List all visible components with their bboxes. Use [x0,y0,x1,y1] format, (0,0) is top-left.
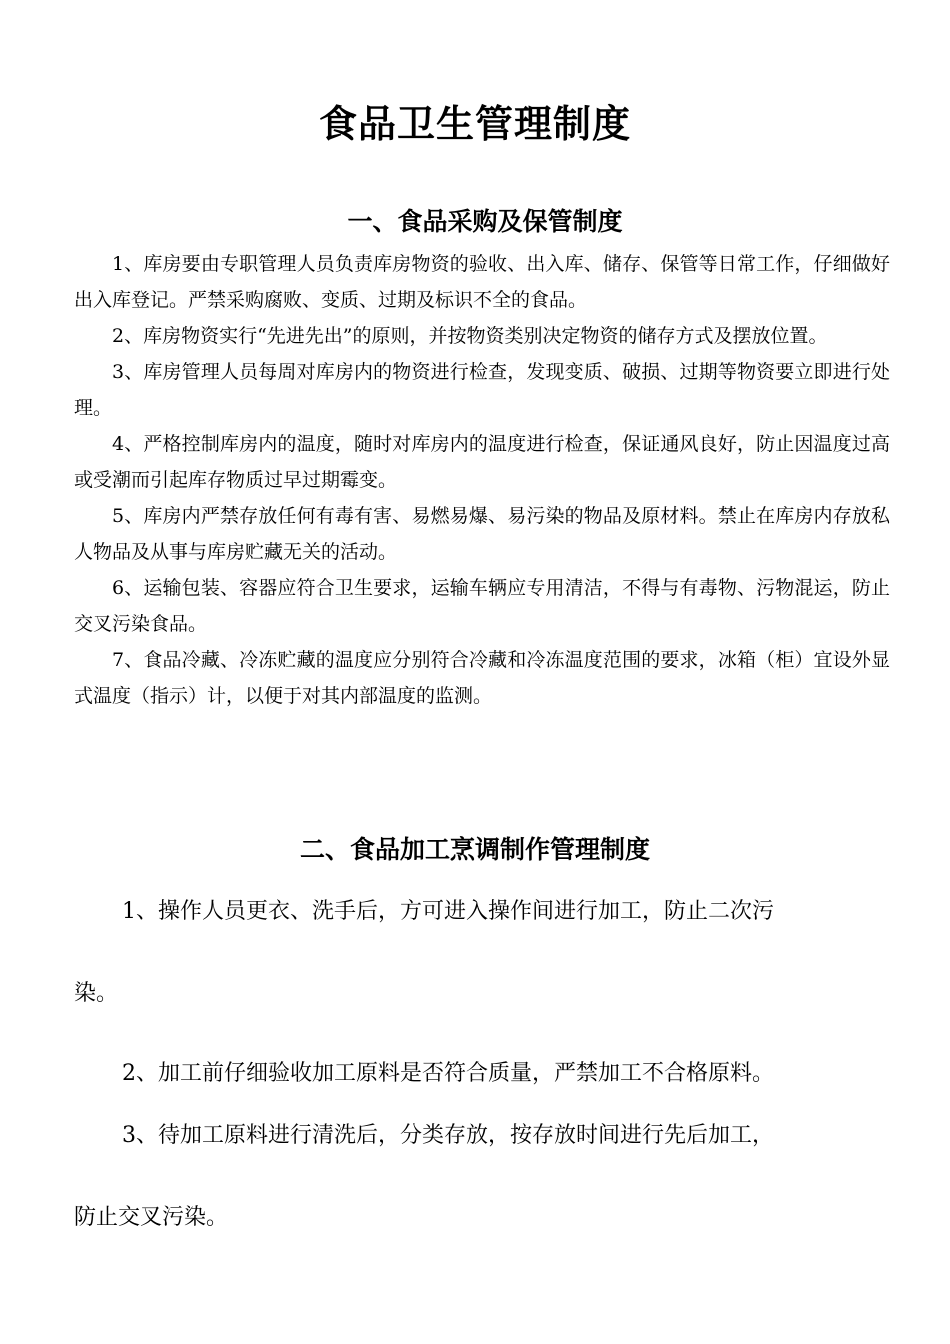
processing-clause-3-line1: 3、待加工原料进行清洗后，分类存放，按存放时间进行先后加工， [122,1123,774,1148]
processing-clause-3-line2: 防止交叉污染。 [74,1205,229,1230]
clause-1: 1、库房要由专职管理人员负责库房物资的验收、出入库、储存、保管等日常工作，仔细做好出入库登记。严禁采购腐败、变质、过期及标识不全的食品。 [74,253,890,311]
processing-clause-2 [74,1052,886,1096]
document-title: 食品卫生管理制度 [318,102,631,146]
processing-clause-1 [74,890,886,1016]
clause-2: 2、库房物资实行“先进先出”的原则，并按物资类别决定物资的储存方式及摆放位置。 [112,325,828,347]
clause-4: 4、严格控制库房内的温度，随时对库房内的温度进行检查，保证通风良好，防止因温度过高或受潮而引起库存物质过早过期霉变。 [74,433,890,491]
section-processing-body [74,890,886,1240]
processing-clause-1-line1: 1、操作人员更衣、洗手后，方可进入操作间进行加工，防止二次污 [122,899,774,924]
clause-3: 3、库房管理人员每周对库房内的物资进行检查，发现变质、破损、过期等物资要立即进行处理。 [74,361,890,419]
processing-clause-2-line1: 2、加工前仔细验收加工原料是否符合质量，严禁加工不合格原料。 [122,1061,774,1086]
section-heading-processing: 二、食品加工烹调制作管理制度 [299,835,650,864]
clause-6: 6、运输包装、容器应符合卫生要求，运输车辆应专用清洁，不得与有毒物、污物混运，防止交叉污染食品。 [74,577,890,635]
clause-5: 5、库房内严禁存放任何有毒有害、易燃易爆、易污染的物品及原材料。禁止在库房内存放私人物品及从事与库房贮藏无关的活动。 [74,505,890,563]
section-procurement-body [74,246,890,714]
clause-7: 7、食品冷藏、冷冻贮藏的温度应分别符合冷藏和冷冻温度范围的要求，冰箱（柜）宜设外显式温度（指示）计，以便于对其内部温度的监测。 [74,649,890,707]
processing-clause-1-line2: 染。 [74,981,119,1006]
processing-clause-3 [74,1114,886,1240]
section-heading-procurement: 一、食品采购及保管制度 [347,207,623,236]
